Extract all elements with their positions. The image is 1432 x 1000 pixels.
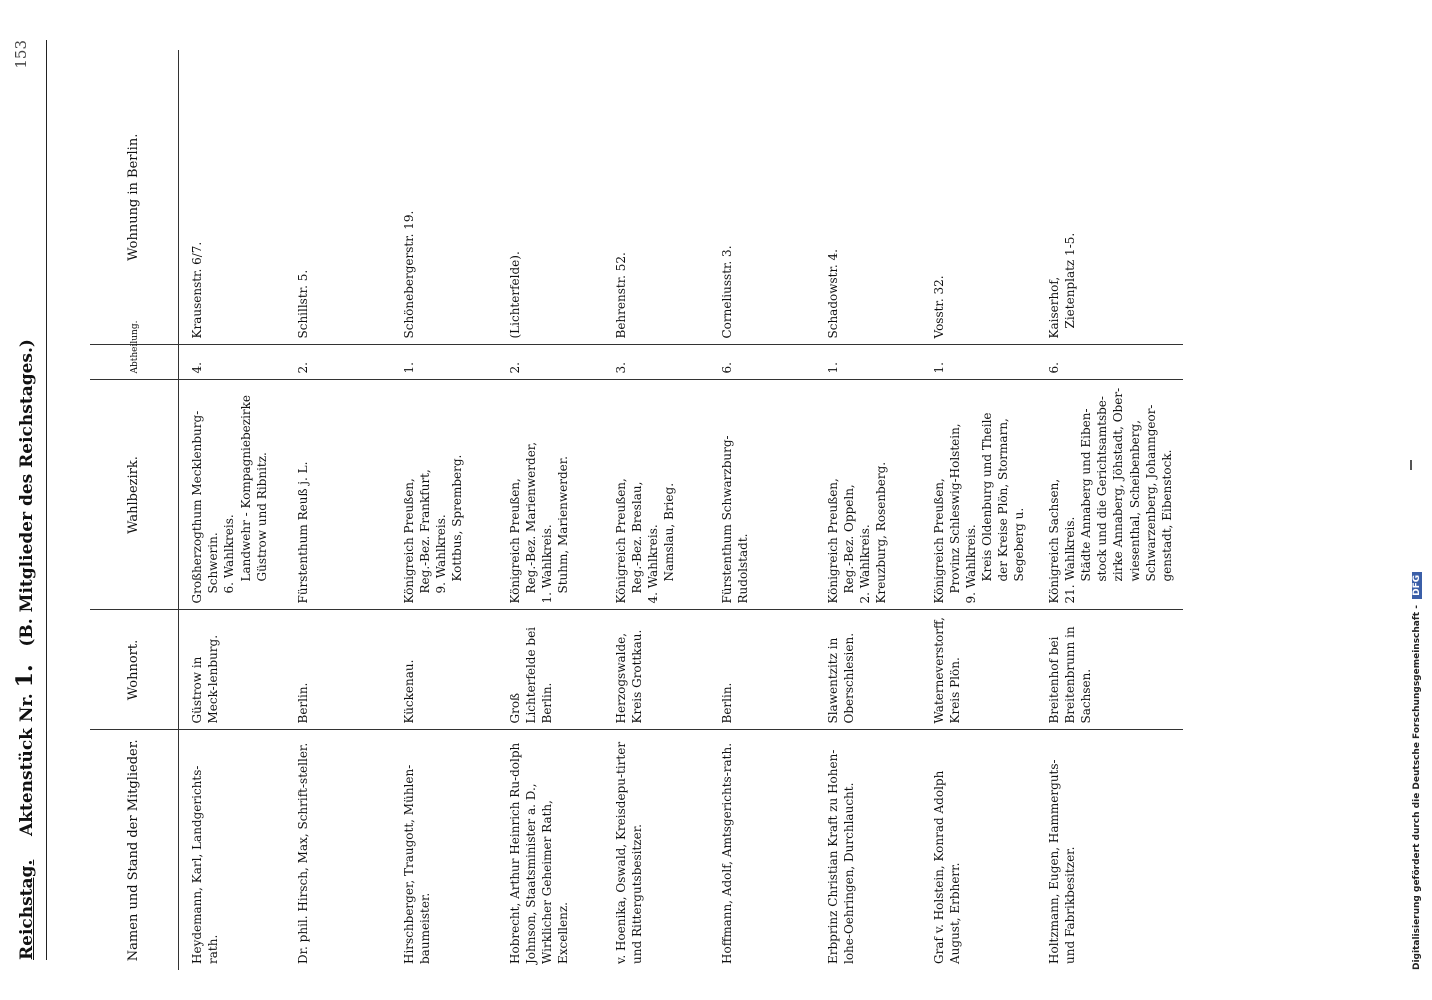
member-wahlbezirk: Königreich Preußen, Reg.-Bez. Breslau, 4. Wahlkreis. Namslau, Brieg.	[603, 380, 709, 610]
table-row	[497, 50, 603, 970]
header-number: 1.	[12, 664, 38, 688]
table-row	[285, 50, 391, 970]
member-abtheilung: 2.	[285, 345, 391, 380]
page-number: 153	[12, 40, 30, 69]
member-wohnort: Güstrow in Meck-lenburg.	[179, 610, 285, 730]
member-name: Hobrecht, Arthur Heinrich Ru-dolph Johnson, Staatsminister a. D., Wirklicher Geheimer Rath, Excellenz.	[507, 742, 571, 964]
member-wohnung: (Lichterfelde).	[497, 50, 603, 345]
member-wahlbezirk: Königreich Sachsen, 21. Wahlkreis. Städte Annaberg und Eiben- stock und die Gerichtsamtsbe- zirke Annaberg, Jöhstadt, Ober- wiesenthal, Scheibenberg, Schwarzenberg, Johanngeor- genstadt, Eibenstock.	[1036, 380, 1184, 610]
member-wohnung: Schadowstr. 4.	[815, 50, 921, 345]
member-name: v. Hoenika, Oswald, Kreisdepu-tirter und Rittergutsbesitzer.	[613, 741, 644, 964]
member-wahlbezirk: Fürstenthum Schwarzburg- Rudolstadt.	[709, 380, 815, 610]
table-row	[815, 50, 921, 970]
header-section: (B. Mitglieder des Reichstages.)	[17, 339, 37, 647]
member-wohnung: Kaiserhof, Zietenplatz 1-5.	[1036, 50, 1184, 345]
member-wohnort: Slawentzitz in Oberschlesien.	[815, 610, 921, 730]
member-abtheilung: 3.	[603, 345, 709, 380]
member-wahlbezirk: Königreich Preußen, Provinz Schleswig-Holstein, 9. Wahlkreis. Kreis Oldenburg und Theile der Kreise Plön, Stormarn, Segeberg u.	[921, 380, 1036, 610]
member-name: Graf v. Holstein, Konrad Adolph August, Erbherr.	[931, 770, 962, 964]
member-wohnung: Krausenstr. 6/7.	[179, 50, 285, 345]
member-abtheilung: 1.	[921, 345, 1036, 380]
page-header	[6, 40, 48, 960]
member-wohnort: Groß Lichterfelde bei Berlin.	[497, 610, 603, 730]
table-row	[709, 50, 815, 970]
table-row	[921, 50, 1036, 970]
member-wohnung: Schönebergerstr. 19.	[391, 50, 497, 345]
member-wohnort: Herzogswalde, Kreis Grottkau.	[603, 610, 709, 730]
members-table	[90, 50, 1183, 970]
dfg-credit	[1412, 10, 1428, 990]
member-wahlbezirk: Großherzogthum Mecklenburg- Schwerin. 6. Wahlkreis. Landwehr - Kompagniebezirke Güstrow und Ribnitz.	[179, 380, 285, 610]
member-name: Erbprinz Christian Kraft zu Hohen-lohe-Oehringen, Durchlaucht.	[825, 749, 856, 964]
table-header-row	[90, 50, 179, 970]
member-name: Hirschberger, Traugott, Mühlen-baumeister.	[401, 764, 432, 964]
member-name: Holtzmann, Eugen, Hammerguts- und Fabrikbesitzer.	[1046, 759, 1077, 964]
column-header-wohnort: Wohnort.	[90, 610, 179, 730]
header-rule	[46, 40, 47, 960]
header-aktenstueck: Aktenstück Nr.	[17, 693, 37, 836]
member-wahlbezirk: Königreich Preußen, Reg.-Bez. Frankfurt, 9. Wahlkreis. Kottbus, Spremberg.	[391, 380, 497, 610]
header-title	[12, 339, 38, 960]
member-wohnort: Berlin.	[285, 610, 391, 730]
member-wohnort: Kückenau.	[391, 610, 497, 730]
member-abtheilung: 1.	[391, 345, 497, 380]
member-abtheilung: 4.	[179, 345, 285, 380]
member-name: Hoffmann, Adolf, Amtsgerichts-rath.	[719, 742, 734, 964]
member-abtheilung: 6.	[709, 345, 815, 380]
header-reichstag: Reichstag.	[17, 859, 37, 960]
member-wahlbezirk: Königreich Preußen, Reg.-Bez. Oppeln, 2. Wahlkreis. Kreuzburg, Rosenberg.	[815, 380, 921, 610]
dfg-credit-text: Digitalisierung gefördert durch die Deutsche Forschungsgemeinschaft -	[1412, 605, 1422, 970]
member-wahlbezirk: Fürstenthum Reuß j. L.	[285, 380, 391, 610]
member-wohnung: Vosstr. 32.	[921, 50, 1036, 345]
column-header-abtheilung: Abtheilung.	[90, 345, 179, 380]
column-header-wohnung: Wohnung in Berlin.	[90, 50, 179, 345]
member-wohnort: Berlin.	[709, 610, 815, 730]
member-name: Heydemann, Karl, Landgerichts-rath.	[190, 765, 221, 964]
member-abtheilung: 6.	[1036, 345, 1184, 380]
table-row	[1036, 50, 1184, 970]
member-wohnung: Corneliusstr. 3.	[709, 50, 815, 345]
member-wahlbezirk: Königreich Preußen, Reg.-Bez. Marienwerder, 1. Wahlkreis. Stuhm, Marienwerder.	[497, 380, 603, 610]
member-wohnung: Schillstr. 5.	[285, 50, 391, 345]
dfg-badge: DFG	[1412, 572, 1422, 599]
column-header-name: Namen und Stand der Mitglieder.	[90, 730, 179, 970]
member-wohnort: Breitenhof bei Breitenbrunn in Sachsen.	[1036, 610, 1184, 730]
member-wohnung: Behrenstr. 52.	[603, 50, 709, 345]
member-abtheilung: 1.	[815, 345, 921, 380]
column-header-wahlbezirk: Wahlbezirk.	[90, 380, 179, 610]
member-abtheilung: 2.	[497, 345, 603, 380]
table-row	[179, 50, 285, 970]
member-wohnort: Waterneverstorff, Kreis Plön.	[921, 610, 1036, 730]
table-row	[391, 50, 497, 970]
member-name: Dr. phil. Hirsch, Max, Schrift-steller.	[295, 742, 310, 964]
table-row	[603, 50, 709, 970]
